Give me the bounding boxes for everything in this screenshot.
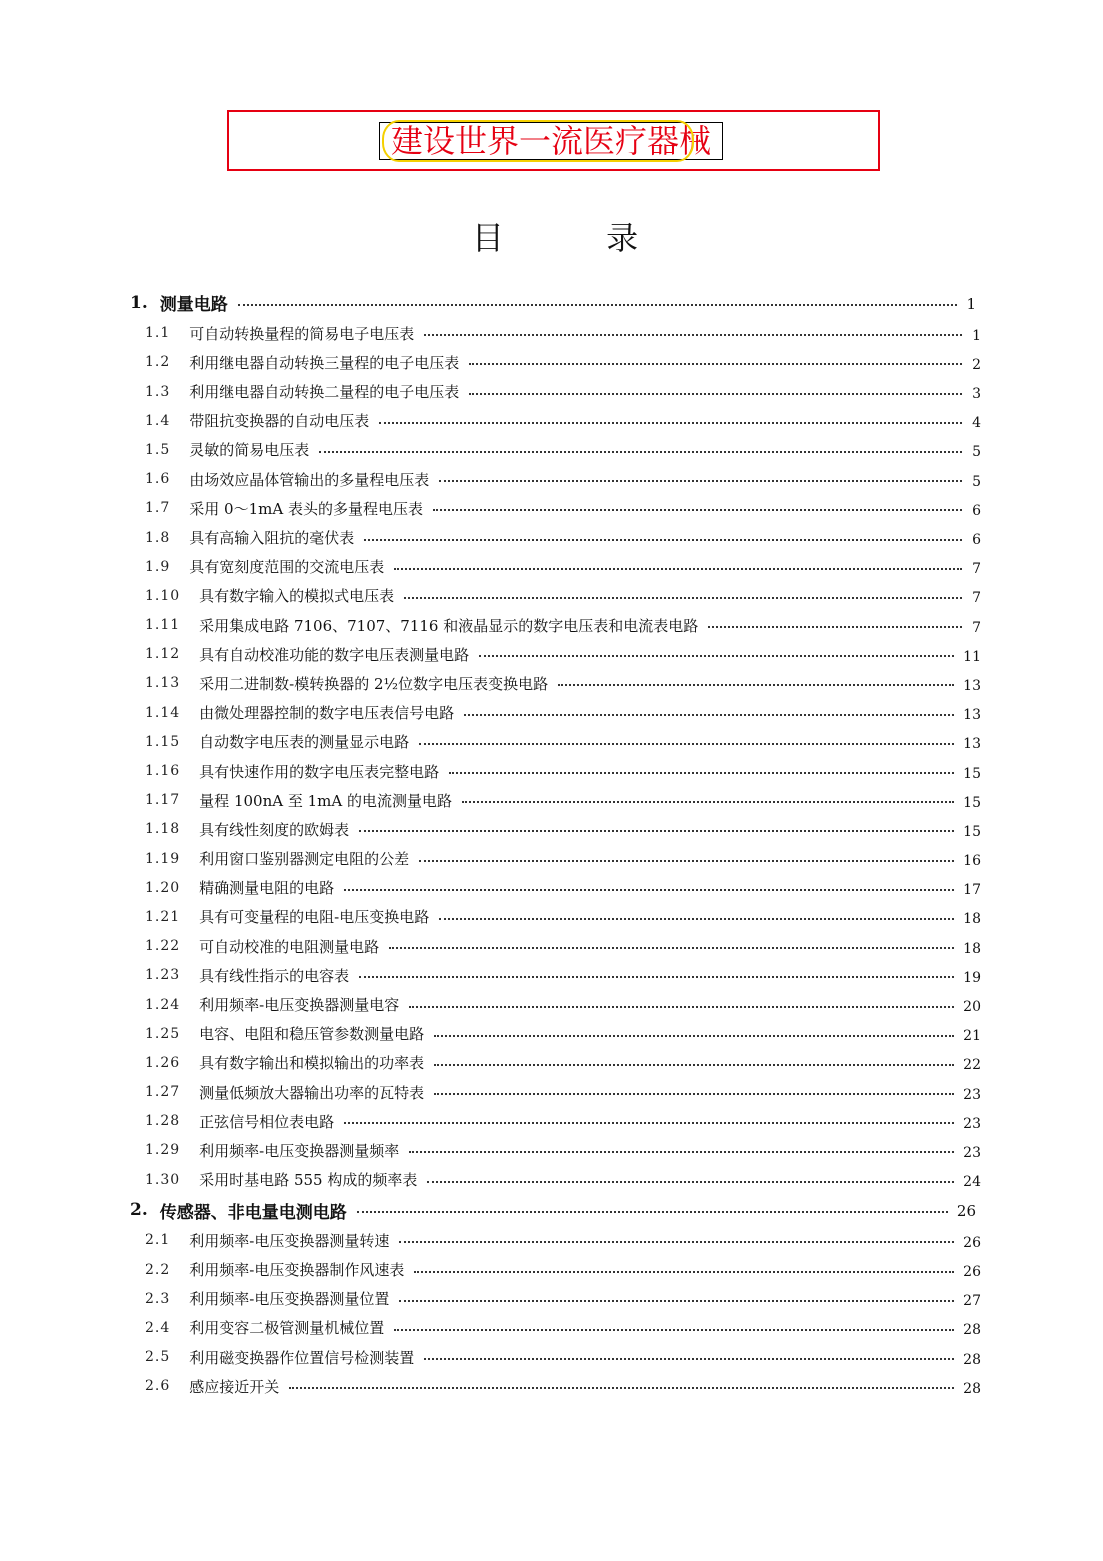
- page-number: 7: [972, 590, 981, 607]
- entry-number: 1.21: [145, 908, 181, 925]
- entry-number: 1.25: [145, 1025, 181, 1042]
- entry-number: 1.16: [145, 763, 181, 779]
- page-number: 26: [963, 1264, 981, 1281]
- toc-entry: [145, 465, 981, 494]
- entry-number: 2.2: [145, 1261, 171, 1278]
- page-number: 15: [963, 765, 981, 782]
- page-number: 18: [963, 940, 981, 957]
- page-number: 23: [963, 1086, 981, 1103]
- toc-entry: [145, 1048, 981, 1077]
- dot-leader: [433, 509, 962, 511]
- entry-title: 具有高输入阻抗的毫伏表: [189, 529, 355, 547]
- dot-leader: [439, 480, 962, 482]
- entry-title: 自动数字电压表的测量显示电路: [199, 733, 410, 752]
- dot-leader: [344, 1122, 954, 1124]
- entry-title: 具有可变量程的电阻-电压变换电路: [199, 908, 430, 927]
- dot-leader: [427, 1181, 954, 1183]
- entry-number: 1.: [130, 292, 148, 313]
- entry-number: 1.12: [145, 646, 181, 663]
- toc-entry: [145, 786, 981, 815]
- toc-entry: [145, 756, 981, 785]
- entry-title: 采用时基电路 555 构成的频率表: [199, 1171, 418, 1190]
- entry-number: 1.5: [145, 441, 171, 458]
- entry-number: 2.3: [145, 1290, 171, 1307]
- entry-number: 1.3: [145, 383, 171, 400]
- entry-number: 1.9: [145, 558, 171, 575]
- dot-leader: [359, 830, 954, 832]
- page-number: 24: [963, 1174, 981, 1191]
- entry-title: 测量电路: [159, 295, 228, 316]
- page-title: 目 录: [471, 219, 639, 257]
- page-number: 7: [972, 619, 981, 636]
- page-number: 20: [963, 999, 981, 1015]
- page-number: 23: [963, 1144, 981, 1161]
- entry-title: 具有数字输出和模拟输出的功率表: [199, 1054, 425, 1073]
- entry-number: 1.1: [145, 325, 171, 342]
- entry-number: 2.: [130, 1200, 148, 1221]
- toc-entry: [145, 844, 981, 873]
- toc-entry: [145, 1107, 981, 1136]
- dot-leader: [394, 1329, 954, 1331]
- toc-entry: [145, 727, 981, 756]
- toc-entry: [145, 698, 981, 727]
- page-number: 21: [963, 1028, 981, 1045]
- entry-title: 带阻抗变换器的自动电压表: [189, 412, 370, 431]
- entry-number: 1.19: [145, 850, 181, 867]
- entry-title: 由场效应晶体管输出的多量程电压表: [189, 470, 430, 489]
- entry-number: 1.7: [145, 500, 171, 517]
- page-number: 19: [963, 969, 981, 986]
- entry-number: 2.5: [145, 1349, 171, 1366]
- page-number: 15: [963, 794, 981, 811]
- dot-leader: [319, 451, 962, 453]
- entry-title: 具有自动校准功能的数字电压表测量电路: [199, 645, 470, 664]
- toc-entry: [145, 377, 981, 406]
- page-number: 18: [963, 911, 981, 928]
- toc-entry: [145, 1165, 981, 1194]
- toc-entry: [145, 902, 981, 931]
- page-number: 16: [963, 853, 981, 870]
- toc-section-heading: [130, 287, 976, 319]
- page-number: 23: [963, 1115, 981, 1132]
- entry-title: 具有线性刻度的欧姆表: [199, 820, 350, 839]
- entry-title: 利用频率-电压变换器测量电容: [199, 996, 400, 1014]
- page-number: 11: [963, 648, 981, 665]
- entry-title: 可自动转换量程的简易电子电压表: [189, 324, 415, 343]
- toc-entry: [145, 494, 981, 523]
- entry-number: 1.15: [145, 733, 181, 750]
- entry-title: 采用二进制数-模转换器的 2½位数字电压表变换电路: [199, 674, 549, 693]
- dot-leader: [399, 1241, 954, 1243]
- page-number: 15: [963, 823, 981, 840]
- toc-entry: [145, 1077, 981, 1106]
- dot-leader: [469, 363, 962, 365]
- entry-title: 测量低频放大器输出功率的瓦特表: [199, 1083, 425, 1102]
- toc-entry: [145, 406, 981, 435]
- toc-entry: [145, 990, 981, 1019]
- entry-title: 利用频率-电压变换器测量位置: [189, 1290, 390, 1309]
- toc-entry: [145, 1372, 981, 1401]
- dot-leader: [439, 918, 954, 920]
- toc-section-heading: [130, 1194, 976, 1226]
- entry-number: 1.28: [145, 1113, 181, 1130]
- toc-entry: [145, 932, 981, 961]
- entry-number: 1.2: [145, 354, 171, 371]
- page-number: 28: [963, 1322, 981, 1339]
- dot-leader: [359, 976, 954, 978]
- entry-number: 1.6: [145, 471, 171, 488]
- dot-leader: [238, 304, 957, 306]
- entry-title: 具有宽刻度范围的交流电压表: [189, 558, 385, 577]
- dot-leader: [419, 860, 954, 862]
- entry-number: 1.14: [145, 704, 181, 721]
- page-number: 28: [963, 1380, 981, 1397]
- dot-leader: [399, 1300, 954, 1302]
- dot-leader: [357, 1211, 948, 1213]
- header-banner-text: 建设世界一流医疗器械: [379, 122, 723, 160]
- dot-leader: [558, 684, 954, 686]
- entry-title: 精确测量电阻的电路: [199, 879, 335, 898]
- entry-title: 利用频率-电压变换器测量转速: [189, 1231, 390, 1250]
- entry-number: 1.4: [145, 412, 171, 429]
- entry-number: 1.22: [145, 938, 181, 955]
- toc-entry: [145, 873, 981, 902]
- toc-entry: [145, 669, 981, 698]
- entry-title: 感应接近开关: [189, 1377, 280, 1396]
- page-number: 28: [963, 1351, 981, 1368]
- toc-entry: [145, 1136, 981, 1165]
- entry-title: 由微处理器控制的数字电压表信号电路: [199, 704, 455, 723]
- toc-entry: [145, 1313, 981, 1342]
- page-number: 26: [963, 1234, 981, 1251]
- entry-number: 1.20: [145, 879, 181, 896]
- entry-title: 利用磁变换器作位置信号检测装置: [189, 1348, 415, 1367]
- dot-leader: [464, 714, 954, 716]
- dot-leader: [389, 947, 954, 949]
- dot-leader: [289, 1387, 954, 1389]
- table-of-contents: [0, 287, 1103, 1401]
- page-number: 4: [972, 415, 981, 432]
- page-number: 22: [963, 1057, 981, 1074]
- entry-title: 电容、电阻和稳压管参数测量电路: [199, 1025, 425, 1044]
- entry-title: 利用继电器自动转换二量程的电子电压表: [189, 383, 460, 402]
- page-number: 27: [963, 1293, 981, 1310]
- entry-number: 1.27: [145, 1084, 181, 1101]
- entry-number: 1.30: [145, 1171, 181, 1188]
- entry-title: 具有数字输入的模拟式电压表: [199, 587, 395, 606]
- entry-number: 1.29: [145, 1142, 181, 1159]
- dot-leader: [479, 655, 954, 657]
- entry-number: 1.18: [145, 821, 181, 838]
- dot-leader: [469, 393, 962, 395]
- page-number: 2: [972, 356, 981, 373]
- entry-title: 利用窗口鉴别器测定电阻的公差: [199, 850, 410, 869]
- entry-title: 采用 0～1mA 表头的多量程电压表: [189, 499, 423, 518]
- dot-leader: [424, 334, 962, 336]
- toc-entry: [145, 319, 981, 348]
- page-number: 5: [972, 444, 981, 461]
- entry-number: 1.10: [145, 587, 181, 604]
- toc-entry: [145, 581, 981, 610]
- toc-entry: [145, 1019, 981, 1048]
- entry-title: 可自动校准的电阻测量电路: [199, 937, 380, 956]
- dot-leader: [404, 597, 962, 599]
- page-number: 17: [963, 882, 981, 899]
- entry-number: 2.6: [145, 1378, 171, 1395]
- dot-leader: [434, 1064, 954, 1066]
- entry-number: 1.23: [145, 967, 181, 984]
- page-number: 26: [956, 1202, 976, 1221]
- entry-number: 1.11: [145, 617, 181, 634]
- dot-leader: [409, 1006, 954, 1008]
- dot-leader: [344, 889, 954, 891]
- entry-title: 利用变容二极管测量机械位置: [189, 1319, 385, 1338]
- page-number: 13: [963, 707, 981, 724]
- entry-number: 1.13: [145, 675, 181, 692]
- dot-leader: [379, 422, 962, 424]
- page-number: 13: [963, 736, 981, 753]
- dot-leader: [414, 1271, 954, 1273]
- entry-number: 1.24: [145, 996, 181, 1013]
- toc-entry: [145, 435, 981, 464]
- page-number: 6: [972, 502, 981, 519]
- entry-title: 量程 100nA 至 1mA 的电流测量电路: [199, 791, 452, 810]
- entry-title: 利用频率-电压变换器制作风速表: [189, 1261, 405, 1280]
- dot-leader: [364, 539, 962, 541]
- dot-leader: [708, 626, 962, 628]
- toc-entry: [145, 1255, 981, 1284]
- page-number: 1: [966, 294, 976, 313]
- highlight-annotation: [381, 119, 695, 163]
- dot-leader: [449, 772, 954, 774]
- entry-title: 灵敏的简易电压表: [189, 441, 310, 460]
- dot-leader: [434, 1093, 954, 1095]
- toc-entry: [145, 1343, 981, 1372]
- page-number: 7: [972, 561, 981, 578]
- entry-title: 正弦信号相位表电路: [199, 1112, 335, 1131]
- toc-entry: [145, 523, 981, 552]
- toc-entry: [145, 815, 981, 844]
- entry-number: 2.4: [145, 1319, 171, 1336]
- entry-title: 传感器、非电量电测电路: [159, 1202, 347, 1223]
- toc-entry: [145, 552, 981, 581]
- dot-leader: [424, 1358, 954, 1360]
- toc-entry: [145, 1226, 981, 1255]
- toc-entry: [145, 1284, 981, 1313]
- entry-title: 利用继电器自动转换三量程的电子电压表: [189, 353, 460, 372]
- toc-entry: [145, 348, 981, 377]
- toc-entry: [145, 961, 981, 990]
- entry-number: 1.17: [145, 792, 181, 809]
- entry-title: 具有快速作用的数字电压表完整电路: [199, 762, 440, 781]
- entry-title: 采用集成电路 7106、7107、7116 和液晶显示的数字电压表和电流表电路: [199, 616, 699, 635]
- dot-leader: [462, 801, 954, 803]
- page-number: 3: [972, 386, 981, 403]
- page-number: 6: [972, 532, 981, 548]
- entry-title: 具有线性指示的电容表: [199, 966, 350, 985]
- dot-leader: [394, 568, 962, 570]
- page-number: 13: [963, 677, 981, 694]
- page-number: 5: [972, 473, 981, 490]
- dot-leader: [419, 743, 954, 745]
- dot-leader: [409, 1151, 954, 1153]
- dot-leader: [434, 1035, 954, 1037]
- toc-entry: [145, 640, 981, 669]
- entry-number: 2.1: [145, 1232, 171, 1249]
- entry-title: 利用频率-电压变换器测量频率: [199, 1141, 400, 1160]
- entry-number: 1.8: [145, 529, 171, 546]
- toc-entry: [145, 610, 981, 639]
- entry-number: 1.26: [145, 1054, 181, 1071]
- page-number: 1: [972, 327, 981, 344]
